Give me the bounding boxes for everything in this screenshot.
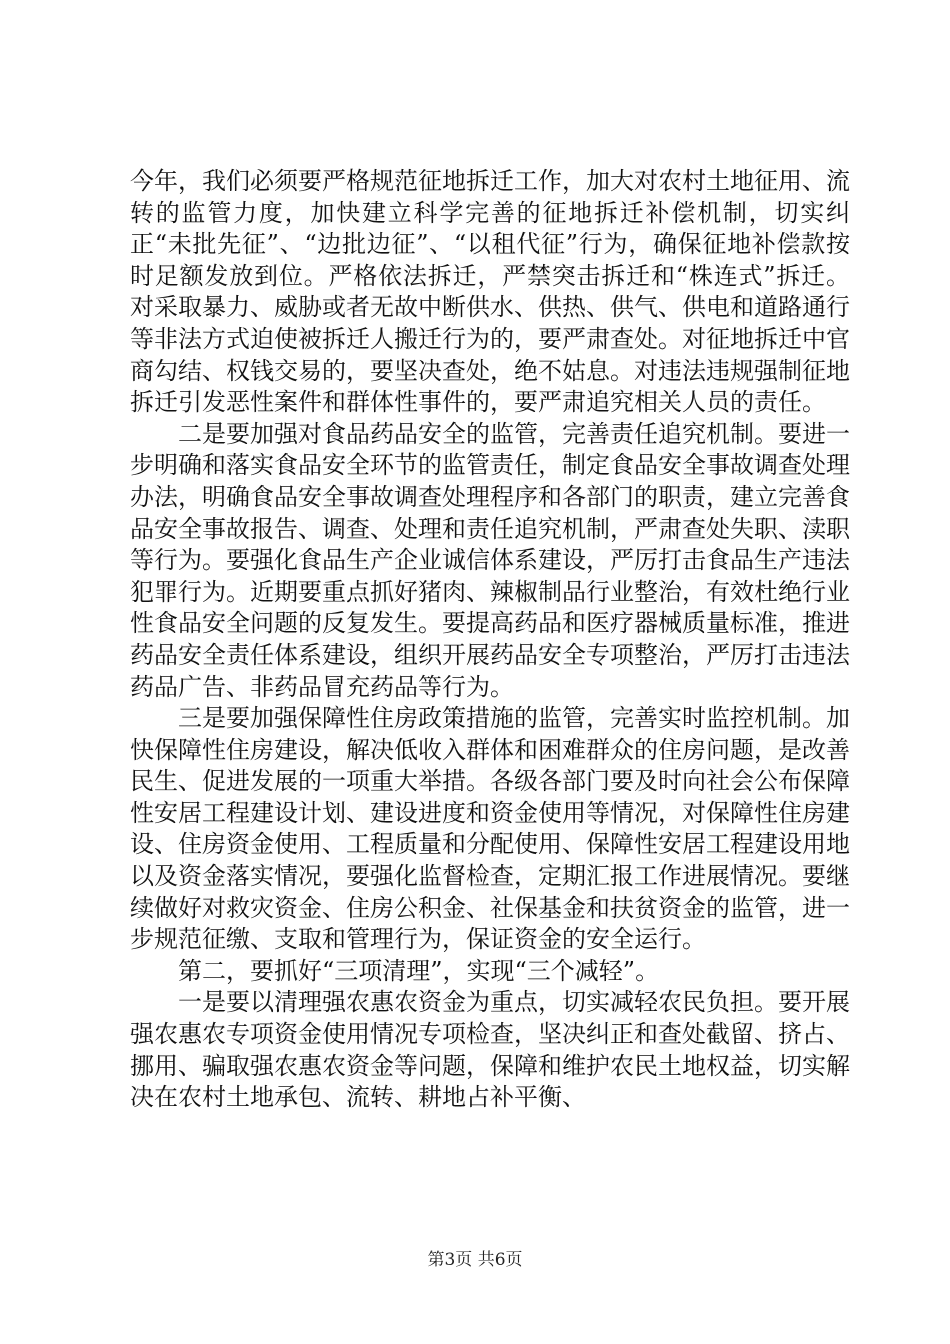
section-heading-three-cleanups: 第二，要抓好“三项清理”，实现“三个减轻”。 (178, 956, 660, 985)
paragraph-farmer-burden: 一是要以清理强农惠农资金为重点，切实减轻农民负担。要开展强农惠农专项资金使用情况专项检查，坚决纠正和查处截留、挤占、挪用、骗取强农惠农资金等问题，保障和维护农民土地权益，切实解决在农村土地承包、流转、耕地占补平衡、 (130, 988, 850, 1112)
document-body (130, 166, 850, 1114)
page-number-footer: 第3页 共6页 (427, 1250, 523, 1270)
paragraph-land-expropriation: 今年，我们必须要严格规范征地拆迁工作，加大对农村土地征用、流转的监管力度，加快建立科学完善的征地拆迁补偿机制，切实纠正“未批先征”、“边批边征”、“以租代征”行为，确保征地补偿款按时足额发放到位。严格依法拆迁，严禁突击拆迁和“株连式”拆迁。对采取暴力、威胁或者无故中断供水、供热、供气、供电和道路通行等非法方式迫使被拆迁人搬迁行为的，要严肃查处。对征地拆迁中官商勾结、权钱交易的，要坚决查处，绝不姑息。对违法违规强制征地拆迁引发恶性案件和群体性事件的，要严肃追究相关人员的责任。 (130, 167, 850, 417)
paragraph-food-drug-safety: 二是要加强对食品药品安全的监管，完善责任追究机制。要进一步明确和落实食品安全环节的监管责任，制定食品安全事故调查处理办法，明确食品安全事故调查处理程序和各部门的职责，建立完善食品安全事故报告、调查、处理和责任追究机制，严肃查处失职、渎职等行为。要强化食品生产企业诚信体系建设，严厉打击食品生产违法犯罪行为。近期要重点抓好猪肉、辣椒制品行业整治，有效杜绝行业性食品安全问题的反复发生。要提高药品和医疗器械质量标准，推进药品安全责任体系建设，组织开展药品安全专项整治，严厉打击违法药品广告、非药品冒充药品等行为。 (130, 419, 850, 701)
paragraph-affordable-housing: 三是要加强保障性住房政策措施的监管，完善实时监控机制。加快保障性住房建设，解决低收入群体和困难群众的住房问题，是改善民生、促进发展的一项重大举措。各级各部门要及时向社会公布保障性安居工程建设计划、建设进度和资金使用等情况，对保障性住房建设、住房资金使用、工程质量和分配使用、保障性安居工程建设用地以及资金落实情况，要强化监督检查，定期汇报工作进展情况。要继续做好对救灾资金、住房公积金、社保基金和扶贫资金的监管，进一步规范征缴、支取和管理行为，保证资金的安全运行。 (130, 704, 850, 954)
